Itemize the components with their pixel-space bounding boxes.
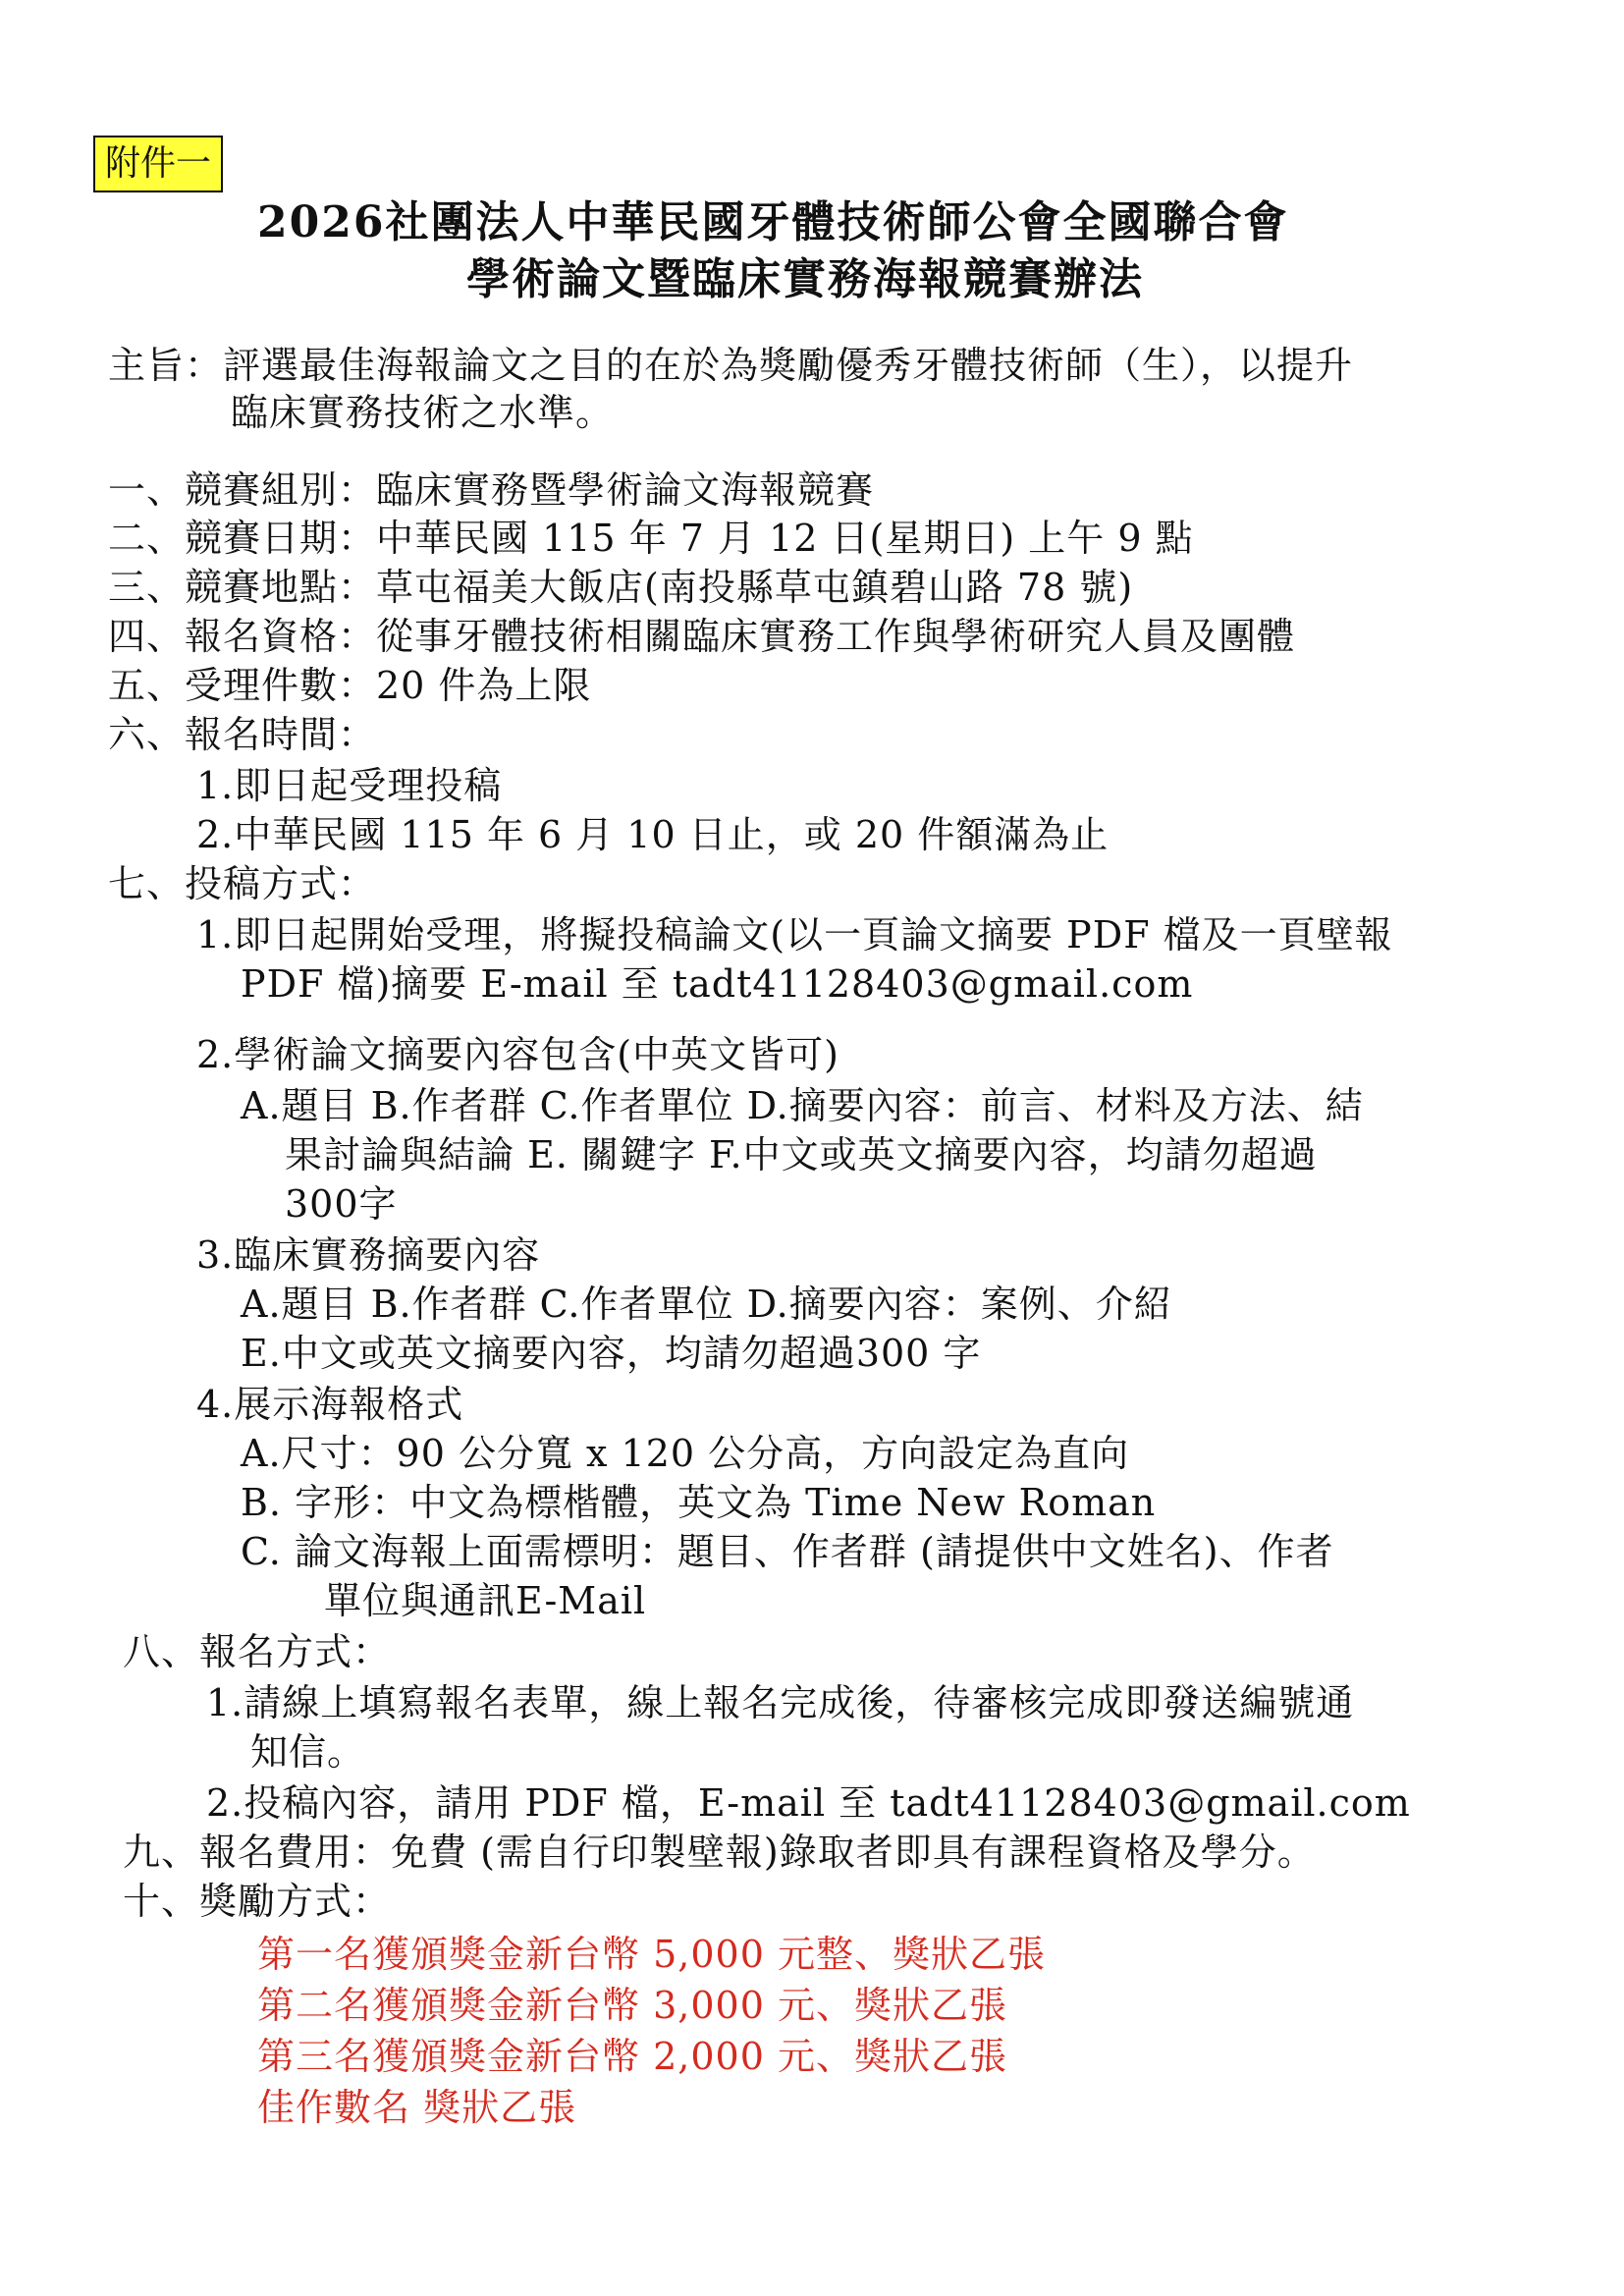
section-7-item-2b: 果討論與結論 E. 關鍵字 F.中文或英文摘要內容，均請勿超過 xyxy=(285,1133,1318,1176)
section-8-item-2: 2.投稿內容，請用 PDF 檔，E-mail 至 tadt41128403@gmail.com xyxy=(206,1781,1411,1825)
section-6-item-2: 2.中華民國 115 年 6 月 10 日止，或 20 件額滿為止 xyxy=(196,813,1110,856)
section-7-item-2: 2.學術論文摘要內容包含(中英文皆可) xyxy=(196,1033,839,1076)
section-4: 四、報名資格：從事牙體技術相關臨床實務工作與學術研究人員及團體 xyxy=(108,615,1296,658)
section-9: 九、報名費用：免費 (需自行印製壁報)錄取者即具有課程資格及學分。 xyxy=(123,1831,1316,1874)
section-6-item-1: 1.即日起受理投稿 xyxy=(196,764,503,807)
section-1: 一、競賽組別：臨床實務暨學術論文海報競賽 xyxy=(108,468,875,512)
section-7-item-3b: E.中文或英文摘要內容，均請勿超過300 字 xyxy=(241,1332,982,1375)
section-7-item-4c2: 單位與通訊E-Mail xyxy=(324,1579,647,1622)
award-first: 第一名獲頒獎金新台幣 5,000 元整、獎狀乙張 xyxy=(257,1933,1046,1976)
section-5: 五、受理件數：20 件為上限 xyxy=(108,664,592,707)
attachment-tag: 附件一 xyxy=(93,136,223,192)
section-7-item-2c: 300字 xyxy=(285,1182,398,1226)
section-10: 十、獎勵方式： xyxy=(123,1880,392,1923)
award-third: 第三名獲頒獎金新台幣 2,000 元、獎狀乙張 xyxy=(257,2035,1007,2078)
section-7-item-3a: A.題目 B.作者群 C.作者單位 D.摘要內容：案例、介紹 xyxy=(241,1283,1172,1326)
section-7: 七、投稿方式： xyxy=(108,862,377,905)
section-8-item-1b: 知信。 xyxy=(250,1730,366,1774)
title-line-1: 2026社團法人中華民國牙體技術師公會全國聯合會 xyxy=(257,197,1289,247)
section-7-item-3: 3.臨床實務摘要內容 xyxy=(196,1233,541,1277)
section-7-item-1b: PDF 檔)摘要 E-mail 至 tadt41128403@gmail.com xyxy=(241,962,1194,1006)
section-2: 二、競賽日期：中華民國 115 年 7 月 12 日(星期日) 上午 9 點 xyxy=(108,517,1194,560)
section-7-item-4: 4.展示海報格式 xyxy=(196,1383,464,1426)
purpose-line-2: 臨床實務技術之水準。 xyxy=(231,391,615,434)
section-7-item-4a: A.尺寸：90 公分寬 x 120 公分高，方向設定為直向 xyxy=(241,1432,1130,1475)
section-3: 三、競賽地點：草屯福美大飯店(南投縣草屯鎮碧山路 78 號) xyxy=(108,566,1134,609)
section-7-item-2a: A.題目 B.作者群 C.作者單位 D.摘要內容：前言、材料及方法、結 xyxy=(241,1084,1364,1127)
section-7-item-1a: 1.即日起開始受理，將擬投稿論文(以一頁論文摘要 PDF 檔及一頁壁報 xyxy=(196,913,1393,957)
title-line-2: 學術論文暨臨床實務海報競賽辦法 xyxy=(466,254,1144,304)
purpose-line-1: 主旨：評選最佳海報論文之目的在於為獎勵優秀牙體技術師（生），以提升 xyxy=(108,344,1354,387)
section-7-item-4b: B. 字形：中文為標楷體，英文為 Time New Roman xyxy=(241,1481,1157,1524)
award-second: 第二名獲頒獎金新台幣 3,000 元、獎狀乙張 xyxy=(257,1984,1007,2027)
section-8: 八、報名方式： xyxy=(123,1630,392,1673)
award-honorable: 佳作數名 獎狀乙張 xyxy=(257,2086,577,2129)
section-7-item-4c1: C. 論文海報上面需標明：題目、作者群 (請提供中文姓名)、作者 xyxy=(241,1530,1334,1573)
section-8-item-1a: 1.請線上填寫報名表單，線上報名完成後，待審核完成即發送編號通 xyxy=(206,1681,1355,1724)
section-6: 六、報名時間： xyxy=(108,713,377,756)
